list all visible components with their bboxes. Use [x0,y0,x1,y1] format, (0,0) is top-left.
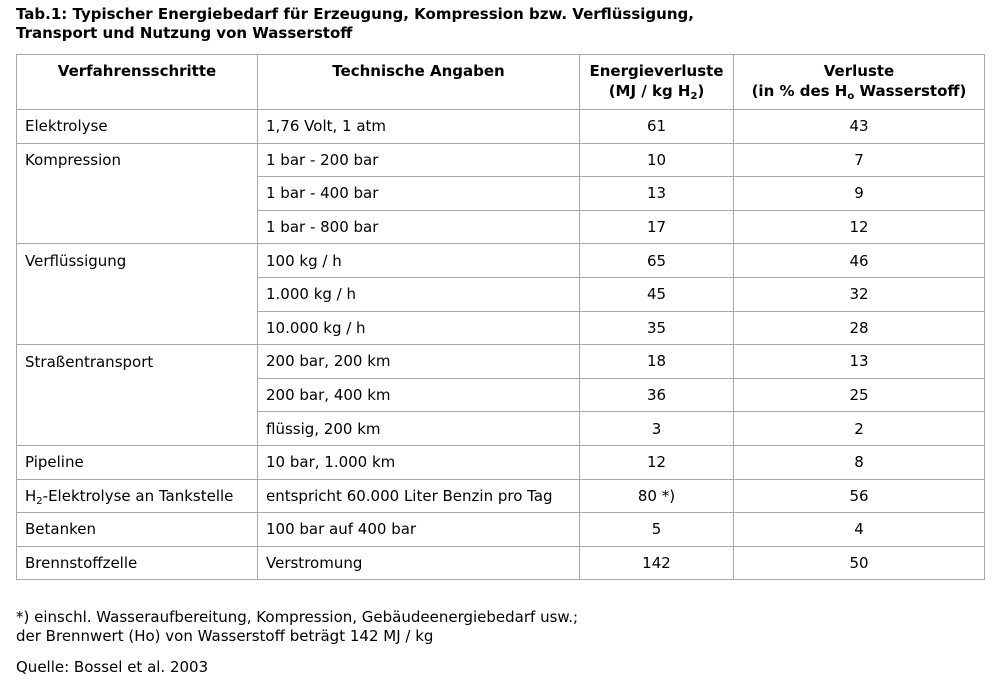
energy-cell: 3 [580,412,734,446]
spec-cell: 200 bar, 200 km [258,345,580,379]
header-row [17,55,985,110]
spec-cell: 1 bar - 200 bar [258,143,580,177]
header-energieverluste-line2: (MJ / kg $H_2$) [608,82,705,102]
step-cell: Betanken [17,513,258,547]
table-row [17,143,985,177]
spec-cell: 1 bar - 800 bar [258,210,580,244]
step-cell: Brennstoffzelle [17,546,258,580]
step-cell [17,412,258,446]
spec-cell: 10.000 kg / h [258,311,580,345]
energy-cell: 17 [580,210,734,244]
step-cell: $H_2$-Elektrolyse an Tankstelle [17,479,258,513]
spec-cell: 1.000 kg / h [258,277,580,311]
loss-cell: 56 [734,479,985,513]
spec-cell: 100 kg / h [258,244,580,278]
table-row [17,412,985,446]
table-row [17,445,985,479]
energy-cell: 12 [580,445,734,479]
spec-cell: Verstromung [258,546,580,580]
loss-cell: 50 [734,546,985,580]
table-row [17,177,985,211]
step-cell: Pipeline [17,445,258,479]
energy-cell: 80 *) [580,479,734,513]
spec-cell: 1 bar - 400 bar [258,177,580,211]
energy-cell: 5 [580,513,734,547]
loss-cell: 25 [734,378,985,412]
loss-cell: 12 [734,210,985,244]
energy-table [16,54,985,580]
table-row [17,244,985,278]
source-citation: Quelle: Bossel et al. 2003 [16,658,209,676]
loss-cell: 43 [734,110,985,144]
footnote [16,608,578,646]
spec-cell: entspricht 60.000 Liter Benzin pro Tag [258,479,580,513]
title-line-2: Transport und Nutzung von Wasserstoff [16,24,353,42]
table-row [17,210,985,244]
loss-cell: 8 [734,445,985,479]
spec-cell: 1,76 Volt, 1 atm [258,110,580,144]
title-line-1: Tab.1: Typischer Energiebedarf für Erzeugung, Kompression bzw. Verflüssigung, [16,5,694,23]
energy-cell: 35 [580,311,734,345]
step-cell: Kompression [17,143,258,177]
loss-cell: 4 [734,513,985,547]
loss-cell: 32 [734,277,985,311]
spec-cell: 200 bar, 400 km [258,378,580,412]
step-cell [17,378,258,412]
table-title [16,5,976,43]
table-row [17,311,985,345]
energy-cell: 18 [580,345,734,379]
energy-cell: 45 [580,277,734,311]
table-row [17,513,985,547]
energy-cell: 13 [580,177,734,211]
table-row [17,110,985,144]
step-cell [17,177,258,211]
loss-cell: 46 [734,244,985,278]
loss-cell: 7 [734,143,985,177]
header-energieverluste-line1: Energieverluste [589,62,724,80]
spec-cell: 10 bar, 1.000 km [258,445,580,479]
step-cell: Verflüssigung [17,244,258,278]
footnote-line-1: *) einschl. Wasseraufbereitung, Kompression, Gebäudeenergiebedarf usw.; [16,608,579,626]
loss-cell: 28 [734,311,985,345]
energy-cell: 10 [580,143,734,177]
energy-cell: 142 [580,546,734,580]
footnote-line-2: der Brennwert (Ho) von Wasserstoff beträgt 142 MJ / kg [16,627,434,645]
energy-cell: 61 [580,110,734,144]
energy-cell: 65 [580,244,734,278]
step-cell [17,210,258,244]
table-row [17,479,985,513]
loss-cell: 2 [734,412,985,446]
table-row [17,378,985,412]
spec-cell: 100 bar auf 400 bar [258,513,580,547]
energy-cell: 36 [580,378,734,412]
loss-cell: 13 [734,345,985,379]
table-row [17,546,985,580]
loss-cell: 9 [734,177,985,211]
header-verluste-line2: (in % des $H_o$ Wasserstoff) [751,82,967,102]
header-verluste-line1: Verluste [823,62,895,80]
spec-cell: flüssig, 200 km [258,412,580,446]
header-verfahrensschritte: Verfahrensschritte [17,55,258,110]
header-verluste [734,55,985,110]
step-cell [17,277,258,311]
step-cell [17,311,258,345]
table-row [17,345,985,379]
header-technische-angaben: Technische Angaben [258,55,580,110]
table-row [17,277,985,311]
header-energieverluste [580,55,734,110]
step-cell: Straßentransport [17,345,258,379]
step-cell: Elektrolyse [17,110,258,144]
